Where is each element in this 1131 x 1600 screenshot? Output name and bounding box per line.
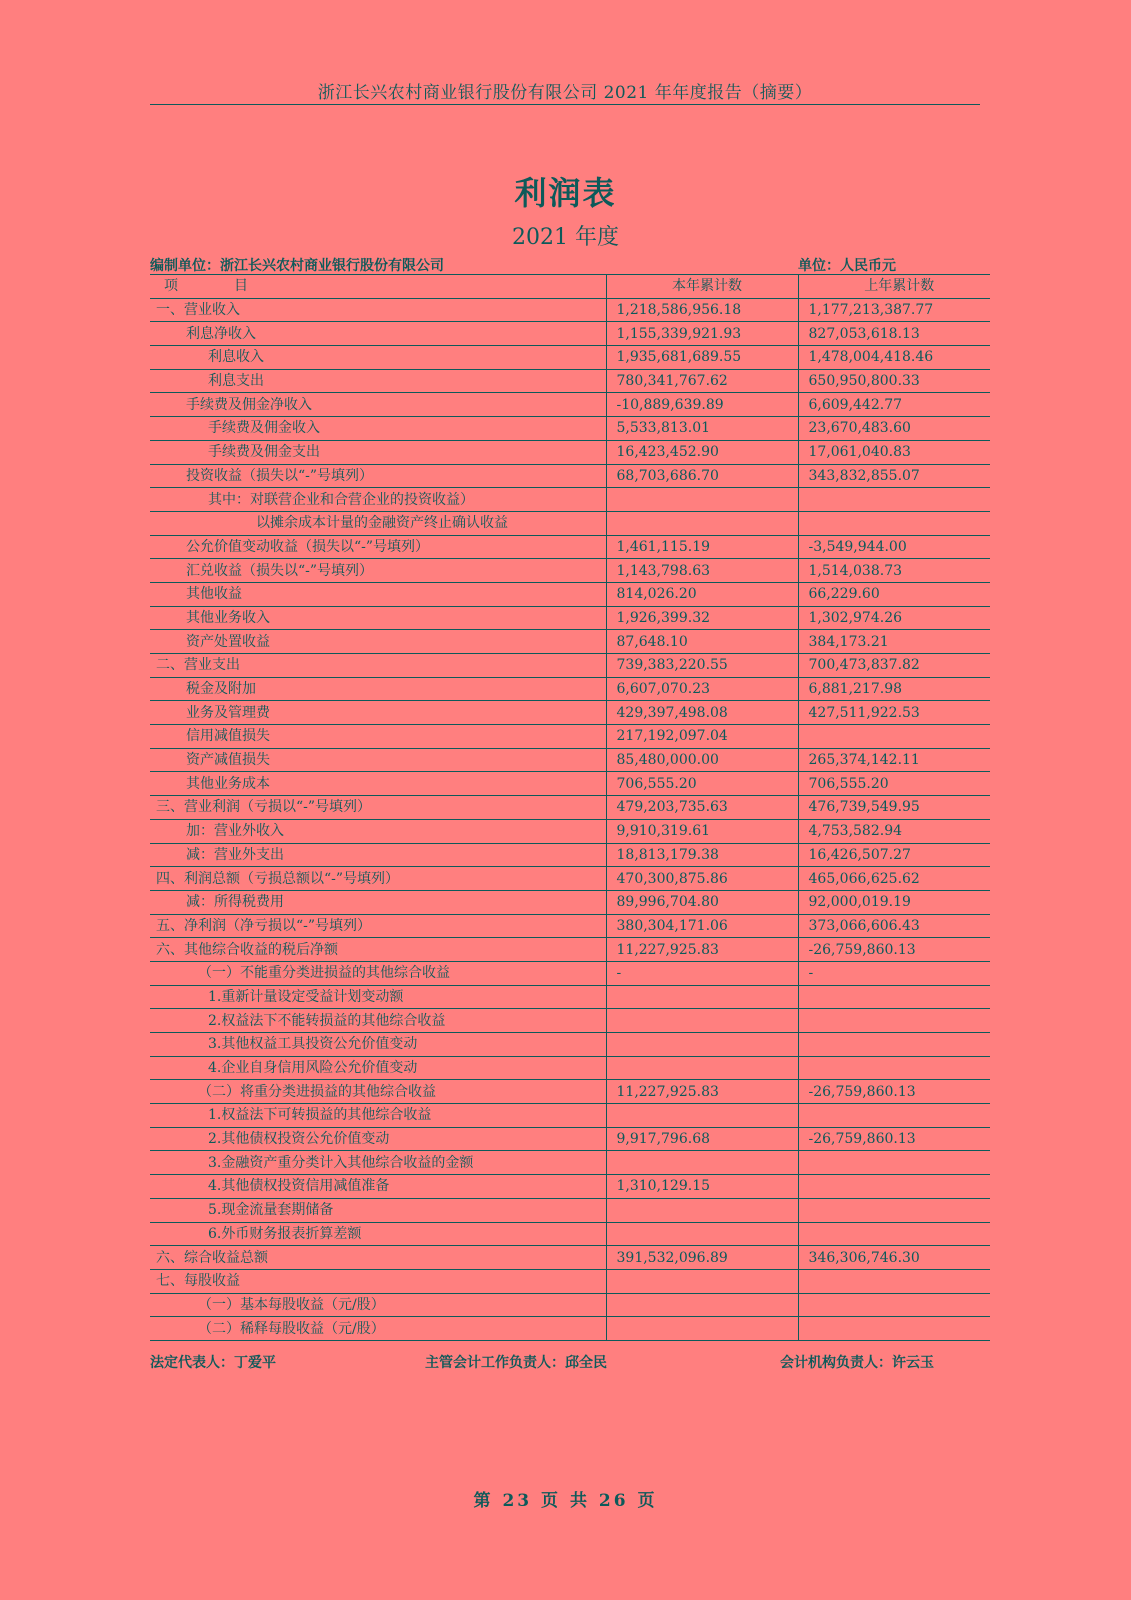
row-previous-value: 16,426,507.27 <box>798 843 990 867</box>
table-row <box>150 654 990 678</box>
row-label: 以摊余成本计量的金融资产终止确认收益 <box>150 511 606 535</box>
row-current-value: 11,227,925.83 <box>606 938 798 962</box>
row-label: 其他业务成本 <box>150 772 606 796</box>
table-row <box>150 630 990 654</box>
row-previous-value <box>798 511 990 535</box>
row-label: （二）将重分类进损益的其他综合收益 <box>150 1080 606 1104</box>
prepared-by: 编制单位：浙江长兴农村商业银行股份有限公司 <box>150 258 444 274</box>
row-current-value <box>606 1056 798 1080</box>
row-label: 减：所得税费用 <box>150 890 606 914</box>
row-previous-value: 23,670,483.60 <box>798 417 990 441</box>
row-label: 其中：对联营企业和合营企业的投资收益） <box>150 488 606 512</box>
page-number: 第 23 页 共 26 页 <box>473 1491 658 1511</box>
row-current-value <box>606 1317 798 1341</box>
table-row <box>150 772 990 796</box>
row-label: 其他收益 <box>150 582 606 606</box>
row-current-value <box>606 1293 798 1317</box>
row-previous-value <box>798 1269 990 1293</box>
statement-title: 利润表 <box>514 174 617 212</box>
row-previous-value <box>798 985 990 1009</box>
accounting-dept-head: 会计机构负责人：许云玉 <box>780 1355 934 1371</box>
row-previous-value <box>798 1033 990 1057</box>
table-row <box>150 440 990 464</box>
table-row <box>150 677 990 701</box>
row-current-value <box>606 1009 798 1033</box>
row-current-value: 1,155,339,921.93 <box>606 322 798 346</box>
table-row <box>150 1198 990 1222</box>
row-previous-value <box>798 1151 990 1175</box>
row-current-value: 706,555.20 <box>606 772 798 796</box>
table-row <box>150 725 990 749</box>
row-current-value <box>606 1198 798 1222</box>
row-label: 3.其他权益工具投资公允价值变动 <box>150 1033 606 1057</box>
row-previous-value: 1,478,004,418.46 <box>798 346 990 370</box>
row-previous-value: 6,881,217.98 <box>798 677 990 701</box>
row-current-value: 85,480,000.00 <box>606 748 798 772</box>
row-previous-value: 343,832,855.07 <box>798 464 990 488</box>
table-row <box>150 582 990 606</box>
row-current-value: 18,813,179.38 <box>606 843 798 867</box>
row-previous-value <box>798 725 990 749</box>
row-label: 4.企业自身信用风险公允价值变动 <box>150 1056 606 1080</box>
row-label: 1.权益法下可转损益的其他综合收益 <box>150 1104 606 1128</box>
row-current-value: 68,703,686.70 <box>606 464 798 488</box>
row-current-value: 1,926,399.32 <box>606 606 798 630</box>
row-label: 资产处置收益 <box>150 630 606 654</box>
row-current-value: 217,192,097.04 <box>606 725 798 749</box>
page-header: 浙江长兴农村商业银行股份有限公司 2021 年年度报告（摘要） <box>317 83 813 103</box>
row-previous-value: - <box>798 961 990 985</box>
row-current-value: 780,341,767.62 <box>606 369 798 393</box>
column-header-current: 本年累计数 <box>606 275 798 299</box>
row-current-value: 1,935,681,689.55 <box>606 346 798 370</box>
row-previous-value <box>798 488 990 512</box>
row-label: 2.其他债权投资公允价值变动 <box>150 1127 606 1151</box>
row-previous-value: 827,053,618.13 <box>798 322 990 346</box>
row-label: 七、每股收益 <box>150 1269 606 1293</box>
row-current-value: 5,533,813.01 <box>606 417 798 441</box>
row-previous-value: -26,759,860.13 <box>798 1080 990 1104</box>
table-row <box>150 1151 990 1175</box>
table-row <box>150 322 990 346</box>
row-current-value <box>606 1104 798 1128</box>
row-label: 业务及管理费 <box>150 701 606 725</box>
table-row <box>150 748 990 772</box>
table-row <box>150 606 990 630</box>
row-previous-value: -26,759,860.13 <box>798 1127 990 1151</box>
row-label: 利息收入 <box>150 346 606 370</box>
table-row <box>150 1222 990 1246</box>
row-label: 一、营业收入 <box>150 298 606 322</box>
table-row <box>150 298 990 322</box>
row-previous-value: 465,066,625.62 <box>798 867 990 891</box>
row-label: 5.现金流量套期储备 <box>150 1198 606 1222</box>
table-row <box>150 1056 990 1080</box>
row-label: 2.权益法下不能转损益的其他综合收益 <box>150 1009 606 1033</box>
row-current-value: 9,910,319.61 <box>606 819 798 843</box>
row-previous-value: 4,753,582.94 <box>798 819 990 843</box>
row-previous-value <box>798 1198 990 1222</box>
row-current-value: 470,300,875.86 <box>606 867 798 891</box>
table-row <box>150 701 990 725</box>
row-current-value <box>606 488 798 512</box>
row-label: 资产减值损失 <box>150 748 606 772</box>
row-label: 五、净利润（净亏损以“-”号填列） <box>150 914 606 938</box>
table-row <box>150 535 990 559</box>
row-label: 利息支出 <box>150 369 606 393</box>
row-label: 其他业务收入 <box>150 606 606 630</box>
row-current-value: 479,203,735.63 <box>606 796 798 820</box>
row-label: （一）不能重分类进损益的其他综合收益 <box>150 961 606 985</box>
row-current-value: 380,304,171.06 <box>606 914 798 938</box>
row-current-value: 16,423,452.90 <box>606 440 798 464</box>
table-row <box>150 867 990 891</box>
table-row <box>150 1104 990 1128</box>
row-previous-value: 66,229.60 <box>798 582 990 606</box>
table-header-row <box>150 275 990 299</box>
row-previous-value <box>798 1222 990 1246</box>
row-label: 1.重新计量设定受益计划变动额 <box>150 985 606 1009</box>
table-row <box>150 1009 990 1033</box>
row-current-value: 1,218,586,956.18 <box>606 298 798 322</box>
row-current-value <box>606 1033 798 1057</box>
row-label: 汇兑收益（损失以“-”号填列） <box>150 559 606 583</box>
row-label: （二）稀释每股收益（元/股） <box>150 1317 606 1341</box>
row-previous-value: 373,066,606.43 <box>798 914 990 938</box>
row-label: 二、营业支出 <box>150 654 606 678</box>
row-previous-value <box>798 1175 990 1199</box>
row-previous-value: 1,514,038.73 <box>798 559 990 583</box>
row-label: 手续费及佣金支出 <box>150 440 606 464</box>
table-row <box>150 464 990 488</box>
row-label: 信用减值损失 <box>150 725 606 749</box>
row-label: 减：营业外支出 <box>150 843 606 867</box>
table-row <box>150 985 990 1009</box>
row-previous-value <box>798 1056 990 1080</box>
column-header-item: 项 目 <box>150 275 606 299</box>
row-previous-value: 384,173.21 <box>798 630 990 654</box>
row-current-value: 89,996,704.80 <box>606 890 798 914</box>
row-previous-value: 1,177,213,387.77 <box>798 298 990 322</box>
row-previous-value: 650,950,800.33 <box>798 369 990 393</box>
row-current-value <box>606 1269 798 1293</box>
row-current-value: 814,026.20 <box>606 582 798 606</box>
row-current-value: 1,310,129.15 <box>606 1175 798 1199</box>
table-row <box>150 393 990 417</box>
row-previous-value: 700,473,837.82 <box>798 654 990 678</box>
accounting-head: 主管会计工作负责人：邱全民 <box>425 1355 607 1371</box>
row-previous-value: 92,000,019.19 <box>798 890 990 914</box>
row-label: 加：营业外收入 <box>150 819 606 843</box>
row-current-value: 6,607,070.23 <box>606 677 798 701</box>
row-label: 6.外币财务报表折算差额 <box>150 1222 606 1246</box>
row-label: 4.其他债权投资信用减值准备 <box>150 1175 606 1199</box>
row-current-value <box>606 985 798 1009</box>
row-current-value: 87,648.10 <box>606 630 798 654</box>
row-current-value: 429,397,498.08 <box>606 701 798 725</box>
table-row <box>150 796 990 820</box>
row-previous-value: 1,302,974.26 <box>798 606 990 630</box>
table-row <box>150 843 990 867</box>
row-label: （一）基本每股收益（元/股） <box>150 1293 606 1317</box>
table-row <box>150 369 990 393</box>
table-row <box>150 559 990 583</box>
table-row <box>150 1033 990 1057</box>
row-label: 投资收益（损失以“-”号填列） <box>150 464 606 488</box>
table-row <box>150 914 990 938</box>
table-row <box>150 511 990 535</box>
table-row <box>150 417 990 441</box>
table-row <box>150 1293 990 1317</box>
row-current-value: - <box>606 961 798 985</box>
table-row <box>150 1127 990 1151</box>
table-row <box>150 1080 990 1104</box>
table-row <box>150 819 990 843</box>
table-row <box>150 346 990 370</box>
row-previous-value <box>798 1317 990 1341</box>
row-previous-value: 706,555.20 <box>798 772 990 796</box>
row-previous-value: -3,549,944.00 <box>798 535 990 559</box>
table-row <box>150 1317 990 1341</box>
table-row <box>150 938 990 962</box>
table-row <box>150 1269 990 1293</box>
row-current-value: 739,383,220.55 <box>606 654 798 678</box>
row-previous-value: -26,759,860.13 <box>798 938 990 962</box>
row-current-value <box>606 1151 798 1175</box>
statement-period: 2021 年度 <box>512 225 619 250</box>
income-statement-table <box>150 274 990 1341</box>
row-label: 手续费及佣金净收入 <box>150 393 606 417</box>
row-previous-value: 17,061,040.83 <box>798 440 990 464</box>
row-label: 六、其他综合收益的税后净额 <box>150 938 606 962</box>
row-previous-value: 427,511,922.53 <box>798 701 990 725</box>
row-current-value: 9,917,796.68 <box>606 1127 798 1151</box>
row-current-value: -10,889,639.89 <box>606 393 798 417</box>
row-previous-value: 265,374,142.11 <box>798 748 990 772</box>
row-label: 3.金融资产重分类计入其他综合收益的金额 <box>150 1151 606 1175</box>
table-row <box>150 488 990 512</box>
table-row <box>150 961 990 985</box>
legal-representative: 法定代表人：丁爱平 <box>150 1355 276 1371</box>
row-current-value: 1,143,798.63 <box>606 559 798 583</box>
row-current-value <box>606 1222 798 1246</box>
row-previous-value <box>798 1293 990 1317</box>
row-label: 税金及附加 <box>150 677 606 701</box>
row-label: 六、综合收益总额 <box>150 1246 606 1270</box>
row-previous-value <box>798 1009 990 1033</box>
table-row <box>150 1246 990 1270</box>
row-current-value: 391,532,096.89 <box>606 1246 798 1270</box>
row-label: 公允价值变动收益（损失以“-”号填列） <box>150 535 606 559</box>
table-row <box>150 890 990 914</box>
row-label: 四、利润总额（亏损总额以“-”号填列） <box>150 867 606 891</box>
row-label: 利息净收入 <box>150 322 606 346</box>
row-current-value <box>606 511 798 535</box>
currency-unit: 单位：人民币元 <box>798 258 896 274</box>
row-previous-value: 6,609,442.77 <box>798 393 990 417</box>
column-header-previous: 上年累计数 <box>798 275 990 299</box>
row-current-value: 1,461,115.19 <box>606 535 798 559</box>
row-label: 手续费及佣金收入 <box>150 417 606 441</box>
row-label: 三、营业利润（亏损以“-”号填列） <box>150 796 606 820</box>
header-rule <box>150 104 980 105</box>
row-previous-value: 346,306,746.30 <box>798 1246 990 1270</box>
row-current-value: 11,227,925.83 <box>606 1080 798 1104</box>
table-row <box>150 1175 990 1199</box>
row-previous-value: 476,739,549.95 <box>798 796 990 820</box>
row-previous-value <box>798 1104 990 1128</box>
